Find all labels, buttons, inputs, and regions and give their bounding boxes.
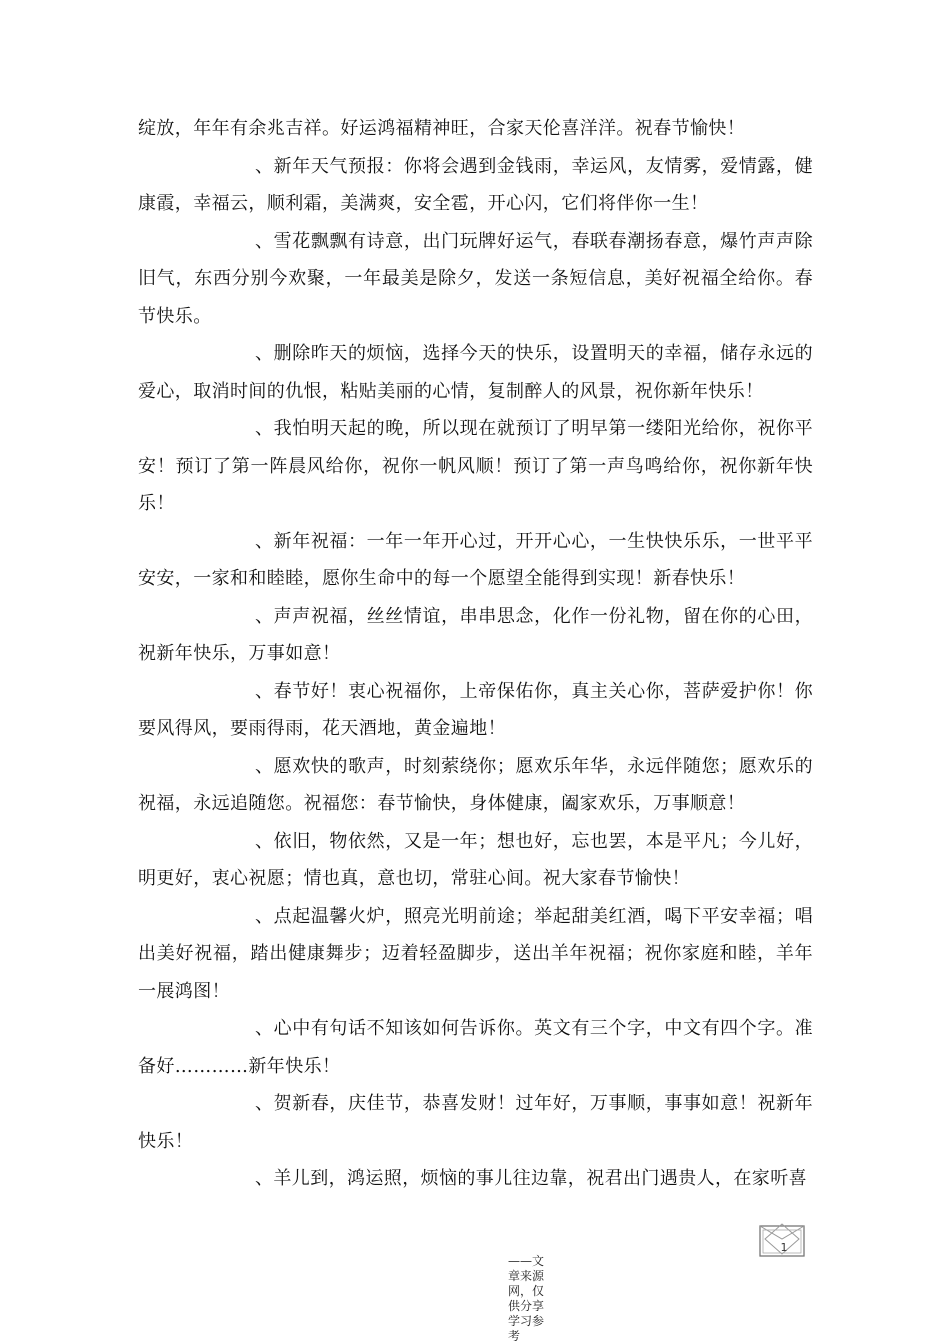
- paragraph: 、点起温馨火炉，照亮光明前途；举起甜美红酒，喝下平安幸福；唱出美好祝福，踏出健康舞步；迈着轻盈脚步，送出羊年祝福；祝你家庭和睦，羊年一展鸿图！: [138, 905, 813, 1002]
- footer-source-note: ——文章来源网，仅供分享学习参考: [508, 1254, 545, 1343]
- paragraph: 、我怕明天起的晚，所以现在就预订了明早第一缕阳光给你，祝你平安！预订了第一阵晨风给你，祝你一帆风顺！预订了第一声鸟鸣给你，祝你新年快乐！: [138, 418, 813, 514]
- page-number: 1: [780, 1241, 788, 1254]
- paragraph: 、雪花飘飘有诗意，出门玩牌好运气，春联春潮扬春意，爆竹声声除旧气，东西分别今欢聚，一年最美是除夕，发送一条短信息，美好祝福全给你。春节快乐。: [138, 230, 813, 327]
- paragraph: 、删除昨天的烦恼，选择今天的快乐，设置明天的幸福，储存永远的爱心，取消时间的仇恨，粘贴美丽的心情，复制醉人的风景，祝你新年快乐！: [138, 343, 813, 402]
- paragraph: 、声声祝福，丝丝情谊，串串思念，化作一份礼物，留在你的心田，祝新年快乐，万事如意！: [138, 605, 813, 664]
- paragraph-continued: 绽放，年年有余兆吉祥。好运鸿福精神旺，合家天伦喜洋洋。祝春节愉快！: [138, 118, 746, 139]
- paragraph: 、心中有句话不知该如何告诉你。英文有三个字，中文有四个字。准备好…………新年快乐！: [138, 1018, 813, 1077]
- paragraph: 、新年天气预报：你将会遇到金钱雨，幸运风，友情雾，爱情露，健康霞，幸福云，顺利霜，美满爽，安全雹，开心闪，它们将伴你一生！: [138, 155, 813, 214]
- paragraph: 、春节好！衷心祝福你，上帝保佑你，真主关心你，菩萨爱护你！你要风得风，要雨得雨，花天酒地，黄金遍地！: [138, 680, 813, 739]
- paragraph: 、依旧，物依然，又是一年；想也好，忘也罢，本是平凡；今儿好，明更好，衷心祝愿；情也真，意也切，常驻心间。祝大家春节愉快！: [138, 830, 813, 889]
- paragraph: 、愿欢快的歌声，时刻萦绕你；愿欢乐年华，永远伴随您；愿欢乐的祝福，永远追随您。祝福您：春节愉快，身体健康，阖家欢乐，万事顺意！: [138, 755, 813, 814]
- paragraph: 、贺新春，庆佳节，恭喜发财！过年好，万事顺，事事如意！祝新年快乐！: [138, 1093, 813, 1152]
- paragraph: 、羊儿到，鸿运照，烦恼的事儿往边靠，祝君出门遇贵人，在家听喜: [255, 1168, 807, 1189]
- document-body: [138, 110, 813, 1198]
- paragraph: 、新年祝福：一年一年开心过，开开心心，一生快快乐乐，一世平平安安，一家和和睦睦，愿你生命中的每一个愿望全能得到实现！新春快乐！: [138, 530, 813, 589]
